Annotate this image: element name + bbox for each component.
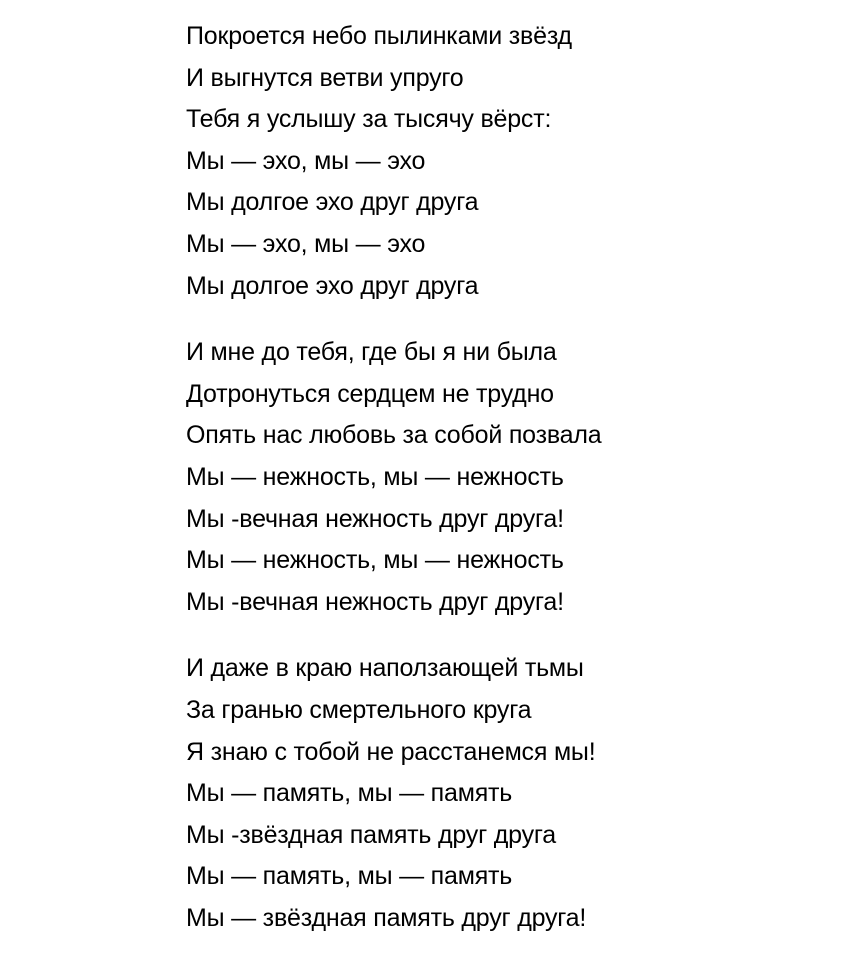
- poem-text: [186, 16, 846, 939]
- poem-line: Покроется небо пылинками звёзд: [186, 22, 572, 50]
- poem-line: Опять нас любовь за собой позвала: [186, 421, 602, 450]
- poem-line: Я знаю с тобой не расстанемся мы!: [186, 737, 596, 766]
- poem-line: Мы — нежность, мы — нежность: [186, 462, 564, 491]
- poem-line: За гранью смертельного круга: [186, 695, 532, 724]
- stanza-3: [186, 648, 846, 939]
- poem-line: Мы долгое эхо друг друга: [186, 271, 479, 300]
- poem-line: И мне до тебя, где бы я ни была: [186, 338, 557, 367]
- poem-line: Мы — нежность, мы — нежность: [186, 546, 564, 575]
- poem-line: Мы долгое эхо друг друга: [186, 188, 479, 217]
- poem-line: Мы — звёздная память друг друга!: [186, 903, 587, 932]
- poem-line: Мы — память, мы — память: [186, 779, 513, 808]
- poem-line: И выгнутся ветви упруго: [186, 63, 464, 92]
- stanza-2: [186, 332, 846, 623]
- poem-line: Мы — память, мы — память: [186, 862, 513, 891]
- poem-line: Дотронуться сердцем не трудно: [186, 379, 554, 408]
- poem-line: Тебя я услышу за тысячу вёрст:: [186, 105, 552, 134]
- poem-line: Мы -вечная нежность друг друга!: [186, 504, 564, 533]
- poem-line: Мы -звёздная память друг друга: [186, 820, 556, 849]
- poem-line: Мы -вечная нежность друг друга!: [186, 587, 564, 616]
- poem-line: И даже в краю наползающей тьмы: [186, 654, 584, 683]
- stanza-1: [186, 16, 846, 307]
- poem-line: Мы — эхо, мы — эхо: [186, 229, 426, 258]
- poem-line: Мы — эхо, мы — эхо: [186, 146, 426, 175]
